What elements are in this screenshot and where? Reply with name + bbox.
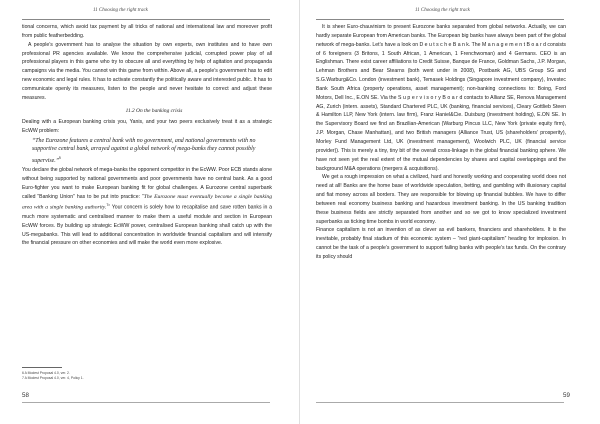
footnote-ref: 6 [59,155,61,160]
inline-quote: The Eurozone must eventually become a single banking area with a single banking authority. [22,193,272,212]
footnote-ref: 7 [106,203,109,208]
footer-rule [22,402,270,403]
body-text [316,23,566,262]
paragraph [22,166,272,248]
paragraph: Finance capitalism is not an invention of as clever as evil bankers, financiers and shareholders. It is the inevitable, probably final stadium of this economic system – “red giant-capitalism” heading for implosion. In cannot be the task of a people’s government to support failing banks with people’s tax funds. On the contrary its policy should [316,227,566,260]
paragraph: Dealing with a European banking crisis you, Yanis, and your two peers exclusively treat it as a strategic EcWW problem: [22,119,272,135]
quote-text: “The Eurozone features a central bank with no government, and national governments with no supportive central bank, arrayed against a global network of mega-banks they cannot possibly supervise.” [32,138,256,164]
block-quote [22,137,272,165]
paragraph: We get a rough impression on what a civilized, hard and honestly working and cooperating world does not need at all! Banks are the home base of worldwide speculation, betting, and gambling with illusionary capital and fiat money across all borders. They are responsible for blowing up financial bubbles. We have to differ between real economy business banking and hazardous investment banking. In the US banking tradition these business fields are strictly separated from another and so we got to know specialized investment superbanks as ticking time bombs in world economy. [316,174,566,225]
paragraph-text: You declare the global network of mega-banks the opponent competitor in the EcWW. Poor ECB stands alone without being supported by national governments and poor governments have no central bank. As a good Euro-fighter you want to make European banking fit for global challenges. A Eurozone central superbank called “Banking Union” has to be put into practice: “ [22,166,272,200]
paragraph: A people’s government has to analyse the situation by own experts, own institutes and to have own professional PR agencies available. We know the comprehensive judicial, corrupted power play of all professional players in this game who try to obscure all and everything by help of agitation and propaganda campaigns via the media. You cannot win this game from within. Above all, a people’s government has to edit new economic and legal rules. It has to activate constantly the politically aware and interested public. It has to communicate openly its measures, listen to the people and never hesitate to correct and adjust these measures. [22,41,272,101]
footnote: 7 A Modest Proposal 4.0, ver. 4, Policy 1. [22,376,84,381]
footnote: 6 A Modest Proposal 4.0, ver. 2. [22,371,70,375]
paragraph: tional concerns, which avoid tax payment by all tricks of national and international law and moreover profit from public featherbedding. [22,24,272,39]
running-header: 11 Choosing the right track [415,8,470,13]
section-heading: 11.2 On the banking crisis [125,107,183,114]
footnote-rule [22,367,62,368]
footer-rule [316,402,564,403]
header-rule [22,19,270,20]
header-rule [316,19,564,20]
page-number: 58 [22,392,29,399]
running-header: 11 Choosing the right track [93,8,148,13]
paragraph: It is sheer Euro-chauvinism to present Eurozone banks separated from global networks. Actually, we can hardly separate European from American banks. The European big banks have always been part of the global network of mega-banks. Let’s have a look on D e u t s c h e B a n k. The M a n a g e m e n t B o a r d consists of 6 foreigners (3 Britons, 1 South African, 1 American, 1 Frenchwoman) and 4 Germans. CEO is an Englishman. There exist career affiliations to Credit Suisse, Banque de France, Goldman Sachs, J.P. Morgan, Lehman Brothers and Bear Stearns (both went under in 2008), Postbank AG, UBS Group SG and S.G.Warburg&Co. London (investment bank), Temasek Holdings (Singapore investment company), Investec Bank South Africa (property operations, asset management); non-banking connections to: Boing, Ford Motors, Dell Inc., E.ON SE. Via the S u p e r v i s o r y B o a r d contacts to Allianz SE, Renova Management AG, Zurich (intern. assets), Standard Chartered PLC, UK (banking, financial services), Cleary Gottlieb Steen & Hamilton LLP, New York (intern. law firm), Franz Haniel&Cie. Duisburg (investment holding), E.ON SE. In the Supervisory Board we find an Brazilian-American (Warburg Pincus LLC, New York (private equity firm), J.P. Morgan, Chase Manhattan), and two British managers (Alliance Trust, US (shareholders’ prosperity), Morley Fund Management Ltd, UK (investment management), Woolwich PLC, UK (financial service provider)). This is merely a tiny, tiny bit of the overall cross-linkage in the global financial banking sphere. We have not seen yet the real extent of the mutual dependencies by shares and capital overlappings and the background M&A operations (mergers & acquisitions). [316,24,566,172]
page-number: 59 [563,392,570,399]
footnotes [22,371,272,381]
body-text [22,23,272,248]
paragraph-text: ” Your concern is solely how to recapitalise and save rotten banks in a much more systematic and centralised manner to make them a useful module and section in European EcWW forces. By building up strategic EcWW power, centralised European banking shall catch up with the US-megabanks. This will lead to additional concentration in worldwide financial capitalism and will intensify the financial pressure on other economies and will make the world even more explosive. [22,205,273,247]
right-page [300,0,600,424]
